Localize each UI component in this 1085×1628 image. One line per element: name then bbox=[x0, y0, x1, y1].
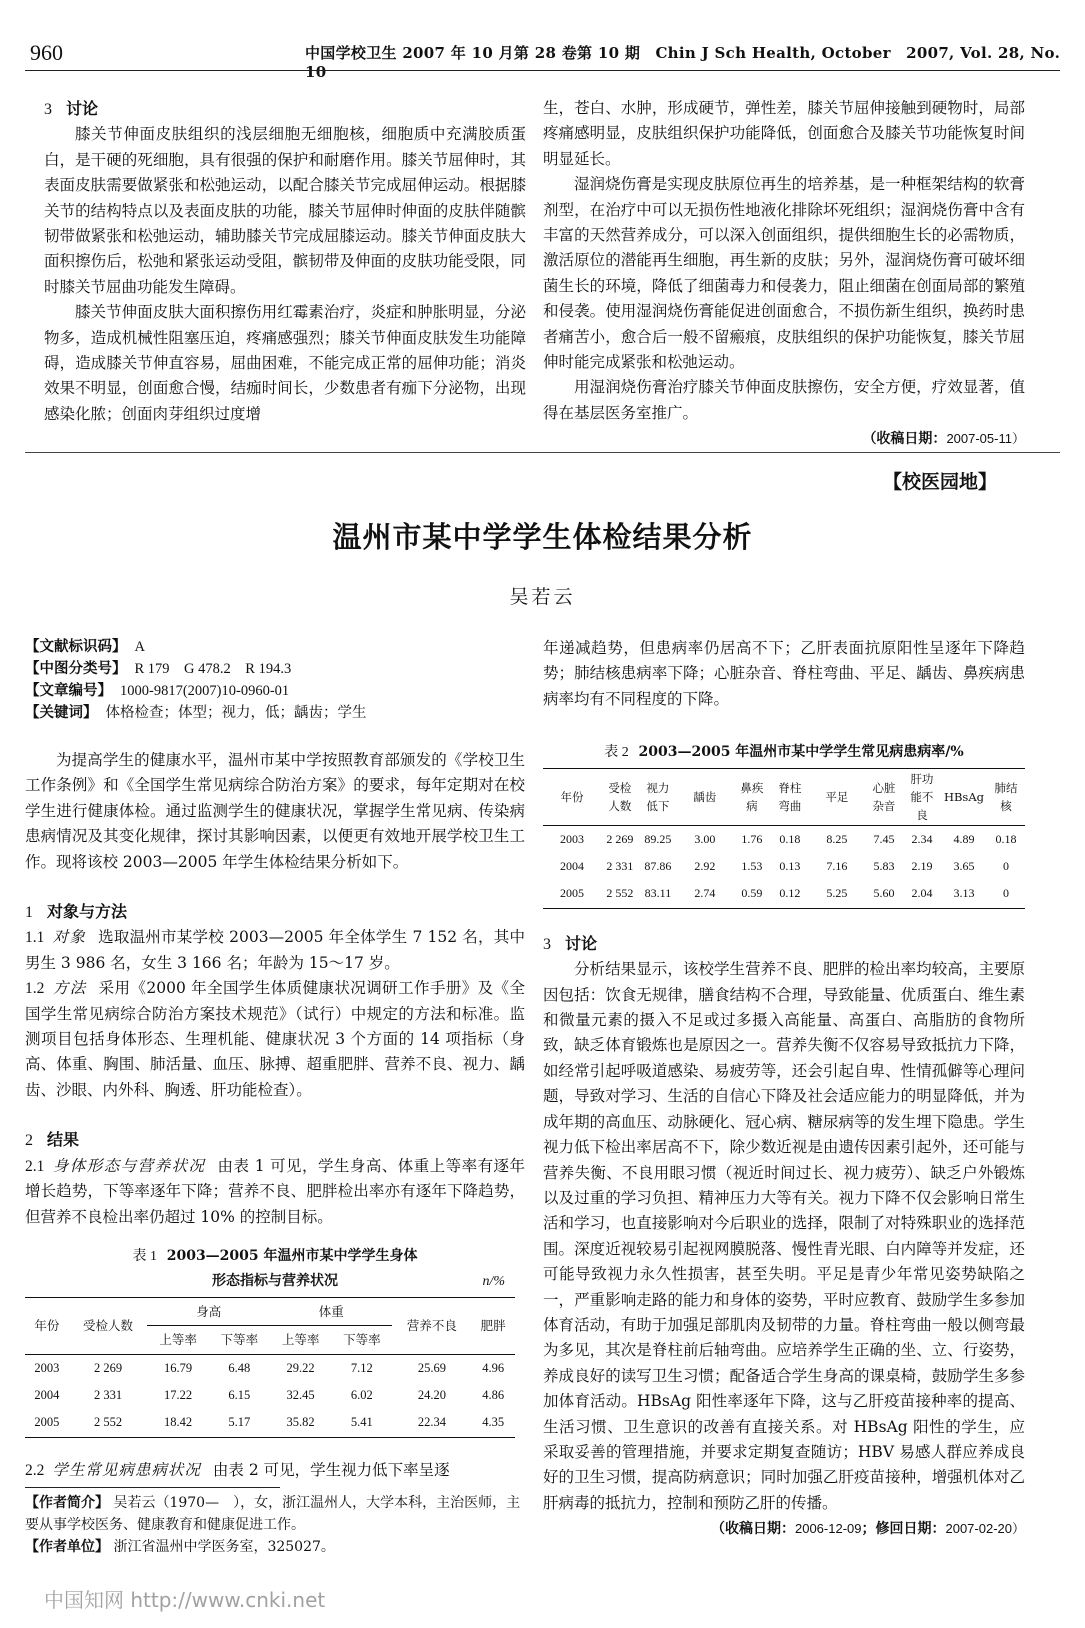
table-2-cell: 2 331 bbox=[606, 859, 634, 874]
subsection-2-1: 2.1 身体形态与营养状况 由表 1 可见，学生身高、体重上等率有逐年增长趋势，下等率逐年下降；营养不良、肥胖检出率亦有逐年下降趋势，但营养不良检出率仍超过 10% 的控制目标。 bbox=[25, 1156, 525, 1226]
section-1-heading: 1 对象与方法 bbox=[25, 902, 128, 922]
article-title: 温州市某中学学生体检结果分析 bbox=[332, 520, 753, 554]
table-2-cell: 2005 bbox=[559, 886, 584, 901]
table-1-caption: 表 1 2003—2005 年温州市某中学学生身体 bbox=[132, 1247, 418, 1264]
table-2-cell: 0 bbox=[1003, 886, 1009, 901]
table-1-cell: 4.86 bbox=[482, 1387, 505, 1402]
table-2-cell: 1.53 bbox=[741, 859, 763, 874]
table-2-cell: 5.60 bbox=[873, 886, 895, 901]
prev-discussion-heading: 3 讨论 bbox=[44, 99, 99, 118]
table-2 bbox=[543, 768, 1025, 909]
running-header: 中国学校卫生 2007 年 10 月第 28 卷第 10 期 Chin J Sch Health, October 2007, Vol. 28, No. 10 bbox=[305, 44, 1061, 81]
table-2-cell: 2.19 bbox=[911, 859, 933, 874]
table-1-cell: 5.17 bbox=[228, 1415, 251, 1430]
prev-received-date: （收稿日期：2007-05-11） bbox=[862, 431, 1025, 448]
prev-article-right-column bbox=[543, 96, 1025, 453]
table-2-header-row bbox=[543, 768, 1025, 825]
page-number: 960 bbox=[30, 40, 63, 65]
table-2-cell: 89.25 bbox=[644, 831, 672, 846]
table-2-cell: 2004 bbox=[559, 859, 584, 874]
prev-paragraph: 膝关节伸面皮肤大面积擦伤用红霉素治疗，炎症和肿胀明显，分泌物多，造成机械性阻塞压迫，疼痛感强烈；膝关节伸面皮肤发生功能障碍，造成膝关节伸直容易，屈曲困难，不能完成正常的屈伸功能；消炎效果不明显，创面愈合慢，结痂时间长，少数患者有痂下分泌物，出现感染化脓；创面肉芽组织过度增 bbox=[44, 303, 526, 423]
footnotes bbox=[25, 1492, 525, 1558]
subsection-1-2: 1.2 方法 采用《2000 年全国学生体质健康状况调研工作手册》及《全国学生常见病综合防治方案技术规范》（试行）中规定的方法和标准。监测项目包括身体形态、生理机能、健康状况 3 个方面的 14 项指标（身高、体重、胸围、肺活量、血压、脉搏、超重肥胖、营养不良、视力、龋齿、沙眼、内外科、胸透、肝功能检查）。 bbox=[25, 979, 525, 1099]
table-1-row bbox=[25, 1409, 515, 1437]
table-1-cell: 22.34 bbox=[417, 1415, 446, 1430]
table-1-cell: 2 269 bbox=[94, 1360, 123, 1375]
table-2-caption: 表 2 2003—2005 年温州市某中学学生常见病患病率/% bbox=[604, 744, 964, 761]
prev-paragraph: 膝关节伸面皮肤组织的浅层细胞无细胞核，细胞质中充满胶质蛋白，是干硬的死细胞，具有很强的保护和耐磨作用。膝关节屈伸时，其表面皮肤需要做紧张和松弛运动，以配合膝关节完成屈伸运动。根据膝关节的结构特点以及表面皮肤的功能，膝关节屈伸时伸面的皮肤伴随髌韧带做紧张和松弛运动，辅助膝关节完成屈膝运动。膝关节伸面皮肤大面积擦伤后，松弛和紧张运动受阻，髌韧带及伸面的皮肤功能受限，同时膝关节屈曲功能发生障碍。 bbox=[44, 125, 526, 296]
table-2-header-cell: 年份 bbox=[560, 789, 584, 804]
table-2-cell: 2.34 bbox=[911, 831, 933, 846]
table-2-cell: 3.65 bbox=[953, 859, 975, 874]
table-1-cell: 7.12 bbox=[350, 1360, 373, 1375]
section-tag: 【校医园地】 bbox=[882, 471, 997, 493]
table-2-header-cell: 肝功能不良 bbox=[910, 771, 934, 822]
table-2-row bbox=[543, 853, 1025, 880]
table-2-cell: 0.12 bbox=[779, 886, 801, 901]
table-1-cell: 29.22 bbox=[286, 1360, 315, 1375]
table-2-cell: 5.25 bbox=[826, 886, 848, 901]
table-1-cell: 6.02 bbox=[350, 1387, 373, 1402]
table-1: 年份 受检人数 身高 体重 营养不良 肥胖 上等率 下等率 上等率 下等率 2003 2 269 16.79 6.48 29.22 7.12 25.69 4.96 2004 2 331 17.22 6.15 32.45 6.02 24.20 4.86 2005 2 552 18.42 5.17 35.82 5.41 22.34 4.35 bbox=[25, 1297, 515, 1438]
author-unit: 【作者单位】 浙江省温州中学医务室，325027。 bbox=[25, 1539, 335, 1555]
table-2-cell: 0.59 bbox=[741, 886, 763, 901]
table-1-cell: 2005 bbox=[34, 1415, 60, 1430]
table-2-cell: 2 269 bbox=[606, 831, 634, 846]
table-1-cell: 6.48 bbox=[228, 1360, 251, 1375]
section-3-heading: 3 讨论 bbox=[543, 933, 598, 953]
table-1-caption-line2: 形态指标与营养状况 n/% bbox=[212, 1273, 505, 1290]
table-2-cell: 7.45 bbox=[873, 831, 895, 846]
table-1-cell: 18.42 bbox=[164, 1415, 193, 1430]
table-1-cell: 2 552 bbox=[94, 1415, 123, 1430]
table-2-cell: 0.13 bbox=[779, 859, 801, 874]
table-2-header-cell: 龋齿 bbox=[693, 789, 717, 804]
table-2-cell: 5.83 bbox=[873, 859, 895, 874]
article-meta bbox=[25, 636, 525, 724]
meta-item: 【文献标识码】 A bbox=[25, 639, 145, 655]
table-2-row bbox=[543, 880, 1025, 908]
article-left-column bbox=[25, 636, 525, 1483]
table-1-cell: 4.96 bbox=[482, 1360, 505, 1375]
table-1-cell: 2 331 bbox=[94, 1387, 123, 1402]
table-2-cell: 3.00 bbox=[694, 831, 716, 846]
table-1-cell: 4.35 bbox=[482, 1415, 505, 1430]
table-1-cell: 17.22 bbox=[164, 1387, 193, 1402]
table-1-cell: 2003 bbox=[34, 1360, 60, 1375]
prev-paragraph: 生，苍白、水肿，形成硬节，弹性差，膝关节屈伸接触到硬物时，局部疼痛感明显，皮肤组织保护功能降低，创面愈合及膝关节功能恢复时间明显延长。 bbox=[543, 99, 1025, 168]
table-1-cell: 32.45 bbox=[286, 1387, 315, 1402]
table-2-cell: 2.04 bbox=[911, 886, 933, 901]
table-2-header-cell: 视力低下 bbox=[646, 780, 670, 813]
article-author: 吴若云 bbox=[509, 586, 576, 608]
table-2-row bbox=[543, 825, 1025, 853]
table-2-cell: 2.92 bbox=[694, 859, 716, 874]
section-2-heading: 2 结果 bbox=[25, 1130, 80, 1150]
table-2-cell: 1.76 bbox=[741, 831, 763, 846]
prev-paragraph: 用湿润烧伤膏治疗膝关节伸面皮肤擦伤，安全方便，疗效显著，值得在基层医务室推广。 bbox=[543, 378, 1025, 422]
table-2-header-cell: 肺结核 bbox=[994, 780, 1018, 813]
received-date: （收稿日期：2006-12-09；修回日期：2007-02-20） bbox=[710, 1521, 1025, 1538]
discussion-paragraph: 分析结果显示，该校学生营养不良、肥胖的检出率均较高，主要原因包括：饮食无规律，膳食结构不合理，导致能量、优质蛋白、维生素和微量元素的摄入不足或过多摄入高能量、高蛋白、高脂肪的食物所致，缺乏体育锻炼也是原因之一。营养失衡不仅容易导致抵抗力下降，如经常引起呼吸道感染、易疲劳等，还会引起自卑、性情孤僻等心理问题，导致对学习、生活的自信心下降及社会适应能力的明显降低，并为成年期的高血压、动脉硬化、冠心病、糖尿病等的发生埋下隐患。学生视力低下检出率居高不下，除少数近视是由遗传因素引起外，还可能与营养失衡、不良用眼习惯（视近时间过长、视力疲劳）、缺乏户外锻炼以及过重的学习负担、精神压力大等有关。视力下降不仅会影响日常生活和学习，也直接影响对今后职业的选择，限制了对特殊职业的选择范围。深度近视较易引起视网膜脱落、慢性青光眼、白内障等并发症，还可能导致视力永久性损害，甚至失明。平足是青少年常见姿势缺陷之一，严重影响走路的能力和身体的姿势，平时应教育、鼓励学生多参加体育活动，有助于加强足部肌肉及韧带的力量。脊柱弯曲一般以侧弯最为多见，其次是脊柱前后轴弯曲。应培养学生正确的坐、立、行姿势，养成良好的读写卫生习惯；配备适合学生身高的课桌椅，鼓励学生多参加体育活动。HBsAg 阳性率逐年下降，这与乙肝疫苗接种率的提高、生活习惯、卫生意识的改善有直接关系。对 HBsAg 阳性的学生，应采取妥善的管理措施，并要求定期复查随访；HBV 易感人群应养成良好的卫生习惯，提高防病意识；同时加强乙肝疫苗接种，增强机体对乙肝病毒的抵抗力，控制和预防乙肝的传播。 bbox=[543, 960, 1025, 1512]
table-1-row bbox=[25, 1382, 515, 1409]
table-1-cell: 6.15 bbox=[228, 1387, 251, 1402]
table-2-header-cell: 脊柱弯曲 bbox=[778, 780, 802, 813]
table-2-cell: 7.16 bbox=[826, 859, 848, 874]
table-1-cell: 5.41 bbox=[350, 1415, 373, 1430]
table-2-header-cell: HBsAg bbox=[943, 789, 984, 804]
table-1-cell: 25.69 bbox=[417, 1360, 446, 1375]
table-2-cell: 8.25 bbox=[826, 831, 848, 846]
table-2-cell: 0.18 bbox=[995, 831, 1017, 846]
table-2-cell: 2 552 bbox=[606, 886, 634, 901]
section-2-2-continued: 年递减趋势，但患病率仍居高不下；乙肝表面抗原阳性呈逐年下降趋势；肺结核患病率下降；心脏杂音、脊柱弯曲、平足、龋齿、鼻疾病患病率均有不同程度的下降。 bbox=[543, 639, 1025, 708]
table-2-cell: 83.11 bbox=[644, 886, 672, 901]
footnote-rule bbox=[25, 1487, 280, 1488]
table-2-cell: 3.13 bbox=[953, 886, 975, 901]
meta-item: 【中图分类号】 R 179 G 478.2 R 194.3 bbox=[25, 661, 292, 677]
table-2-cell: 4.89 bbox=[953, 831, 975, 846]
article-right-column bbox=[543, 636, 1025, 1543]
prev-article-left-column bbox=[44, 96, 526, 427]
table-2-header-cell: 鼻疾病 bbox=[740, 780, 764, 813]
subsection-2-2: 2.2 学生常见病患病状况 由表 2 可见，学生视力低下率呈逐 bbox=[25, 1460, 450, 1479]
table-1-cell: 16.79 bbox=[164, 1360, 193, 1375]
table-2-header-cell: 心脏杂音 bbox=[872, 780, 896, 813]
meta-item: 【文章编号】 1000-9817(2007)10-0960-01 bbox=[25, 683, 290, 699]
table-1-cell: 24.20 bbox=[417, 1387, 446, 1402]
table-2-cell: 2.74 bbox=[694, 886, 716, 901]
table-2-header-cell: 受检人数 bbox=[608, 780, 632, 813]
table-1-cell: 35.82 bbox=[286, 1415, 315, 1430]
intro-paragraph: 为提高学生的健康水平，温州市某中学按照教育部颁发的《学校卫生工作条例》和《全国学生常见病综合防治方案》的要求，每年定期对在校学生进行健康体检。通过监测学生的健康状况，掌握学生常见病、传染病患病情况及其变化规律，探讨其影响因素，以便更有效地开展学校卫生工作。现将该校 2003—2005 年学生体检结果分析如下。 bbox=[25, 751, 525, 871]
table-2-cell: 0.18 bbox=[779, 831, 801, 846]
cnki-watermark: 中国知网 http://www.cnki.net bbox=[44, 1588, 326, 1612]
prev-paragraph: 湿润烧伤膏是实现皮肤原位再生的培养基，是一种框架结构的软膏剂型，在治疗中可以无损伤性地液化排除坏死组织；湿润烧伤膏中含有丰富的天然营养成分，可以深入创面组织，提供细胞生长的必需物质，激活原位的潜能再生细胞，再生新的皮肤；另外，湿润烧伤膏可破坏细菌生长的环境，降低了细菌毒力和侵袭力，阻止细菌在创面局部的繁殖和侵袭。使用湿润烧伤膏能促进创面愈合，不损伤新生组织，换药时患者痛苦小，愈合后一般不留瘢痕，皮肤组织的保护功能恢复，膝关节屈伸时能完成紧张和松弛运动。 bbox=[543, 175, 1025, 372]
table-2-cell: 87.86 bbox=[644, 859, 672, 874]
section-rule bbox=[25, 452, 1060, 453]
table-1-row bbox=[25, 1354, 515, 1382]
table-2-cell: 2003 bbox=[559, 831, 584, 846]
table-2-header-cell: 平足 bbox=[825, 789, 849, 804]
table-1-cell: 2004 bbox=[34, 1387, 60, 1402]
meta-item: 【关键词】 体格检查；体型；视力，低；龋齿；学生 bbox=[25, 705, 367, 721]
subsection-1-1: 1.1 对象 选取温州市某学校 2003—2005 年全体学生 7 152 名，其中男生 3 986 名，女生 3 166 名；年龄为 15～17 岁。 bbox=[25, 928, 525, 972]
table-2-cell: 0 bbox=[1003, 859, 1009, 874]
author-bio: 【作者简介】 吴若云（1970— ），女，浙江温州人，大学本科，主治医师，主要从事学校医务、健康教育和健康促进工作。 bbox=[25, 1495, 521, 1533]
header-rule bbox=[25, 70, 1060, 71]
